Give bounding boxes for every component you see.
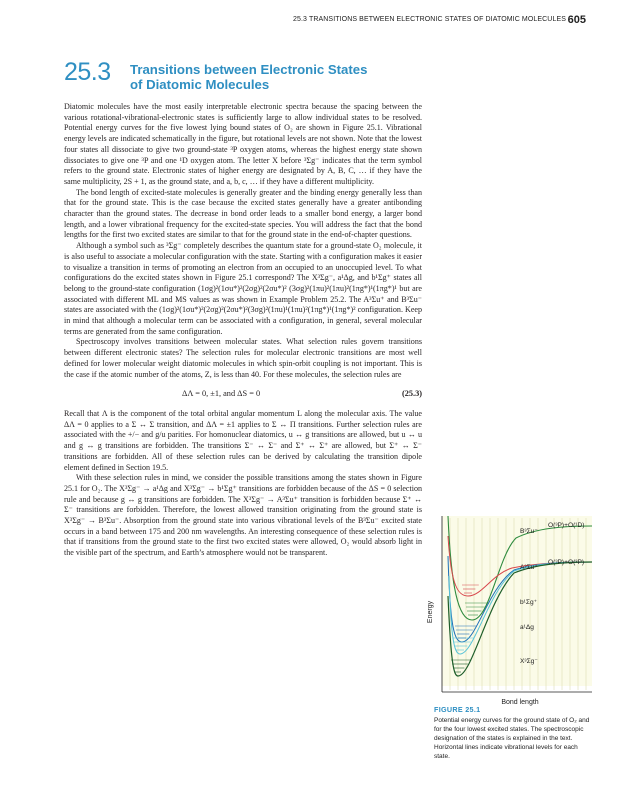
running-header bbox=[0, 14, 626, 30]
label-state-b: b¹Σg⁺ bbox=[520, 599, 538, 606]
section-title bbox=[130, 62, 367, 92]
x-axis-label: Bond length bbox=[501, 699, 539, 706]
label-state-a: a¹Δg bbox=[520, 624, 534, 631]
label-state-B: B³Σu⁻ bbox=[520, 528, 538, 535]
page-number: 605 bbox=[567, 14, 586, 26]
label-asymptote-upper: O(³P)+O(¹D) bbox=[548, 522, 585, 529]
paragraph-bond-length: The bond length of excited-state molecules is generally greater and the binding energy generally less than that for the ground state. This is the case because the excited states generally have a greater antibonding character than the ground states. The decrease in bond order leads to a smaller bond energy, a larger bond length, and a lower vibrational frequency for the excited-state species. You will address the fact that the bond lengths for the first two excited states are similar to that for the ground state in the end-of-chapter questions. bbox=[64, 187, 422, 240]
body-text bbox=[64, 102, 422, 559]
equation-number: (25.3) bbox=[401, 389, 422, 399]
equation-25-3 bbox=[64, 389, 422, 400]
paragraph-recall: Recall that Λ is the component of the total orbital angular momentum L along the molecular axis. The value ΔΛ = 0 applies to a Σ ↔ Σ transition, and ΔΛ = ±1 applies to Σ ↔ Π transitions. Further selection rules are associated with the +/− and g/u parities. For homonuclear diatomics, u ↔ g transitions are allowed, but u ↔ u and g ↔ g transitions are forbidden. The transitions Σ⁻ ↔ Σ⁻ and Σ⁺ ↔ Σ⁺ are allowed, but Σ⁺ ↔ Σ⁻ transitions are forbidden. All of these selection rules can be derived by calculating the transition dipole element defined in Section 19.5. bbox=[64, 408, 422, 472]
paragraph-intro: Diatomic molecules have the most easily interpretable electronic spectra because the spacing between the various rotational-vibrational-electronic states is sufficiently large to allow individual states to be resolved. Potential energy curves for the five lowest lying bound states of O₂ are shown in Figure 25.1. Vibrational energy levels are indicated schematically in the figure, but rotational levels are not shown. Note that the lowest four states all dissociate to give two ground-state ³P oxygen atoms, whereas the highest energy state shown dissociates to give one ³P and one ¹D oxygen atom. The letter X before ³Σg⁻ indicates that the term symbol refers to the ground state. Electronic states of higher energy are designated by A, B, C, … if they have the same multiplicity, 2S + 1, as the ground state, and a, b, c, … if they have a different multiplicity. bbox=[64, 102, 422, 186]
equation-text: ΔΛ = 0, ±1, and ΔS = 0 bbox=[182, 389, 261, 399]
section-title-line2: of Diatomic Molecules bbox=[130, 77, 270, 92]
y-axis-label: Energy bbox=[427, 600, 434, 624]
section-title-line1: Transitions between Electronic States bbox=[130, 62, 368, 77]
figure-caption bbox=[434, 706, 594, 761]
figure-caption-text: Potential energy curves for the ground state of O₂ and for the four lowest excited states. The spectroscopic designation of the states is explained in the text. Horizontal lines indicate vibrational levels for each state. bbox=[434, 716, 590, 760]
figure-caption-title: FIGURE 25.1 bbox=[434, 705, 481, 714]
figure-panel bbox=[442, 516, 592, 686]
section-number: 25.3 bbox=[64, 58, 111, 86]
paragraph-selection-rules: Spectroscopy involves transitions between molecular states. What selection rules govern transitions between different electronic states? The selection rules for molecular electronic transitions are most well defined for lower molecular weight diatomic molecules in which spin-orbit coupling is not important. This is the case if the atomic number of the atoms, Z, is less than 40. For these molecules, the selection rules are bbox=[64, 337, 422, 379]
paragraph-configurations: Although a symbol such as ³Σg⁻ completely describes the quantum state for a ground-state O₂ molecule, it is also useful to associate a molecular configuration with the state. Starting with a configuration makes it easier to visualize a transition in terms of promoting an electron from an occupied to an unoccupied level. To what configurations do the excited states shown in Figure 25.1 correspond? The X³Σg⁻, a¹Δg, and b¹Σg⁺ states all belong to the ground-state configuration (1σg)²(1σu*)²(2σg)²(2σu*)² (3σg)²(1πu)²(1πu)²(1πg*)¹(1πg*)¹ but are associated with different ML and MS values as was shown in Example Problem 25.2. The A³Σu⁺ and B³Σu⁻ states are associated with the (1σg)²(1σu*)²(2σg)²(2σu*)²(3σg)²(1πu)¹(1πu)²(1πg*)¹(1πg*)² configuration. Keep in mind that although a molecular term can be associated with a configuration, in general, several molecular terms are generated from the same configuration. bbox=[64, 241, 422, 336]
label-state-A: A³Σu⁺ bbox=[520, 564, 538, 571]
label-asymptote-lower: O(³P)+O(³P) bbox=[548, 559, 585, 566]
running-head-title: 25.3 TRANSITIONS BETWEEN ELECTRONIC STATES OF DIATOMIC MOLECULES bbox=[293, 16, 566, 23]
paragraph-transitions: With these selection rules in mind, we consider the possible transitions among the states shown in Figure 25.1 for O₂. The X³Σg⁻ → a¹Δg and X³Σg⁻ → b¹Σg⁺ transitions are forbidden because of the ΔS = 0 selection rule and because g ↔ g transitions are forbidden. The X³Σg⁻ → A³Σu⁺ transition is forbidden because Σ⁺ ↔ Σ⁻ transitions are forbidden. Therefore, the lowest allowed transition originating from the ground state is X³Σg⁻ → B³Σu⁻. Absorption from the ground state into various vibrational levels of the B³Σu⁻ excited state occurs in a band between 175 and 200 nm wavelengths. An interesting consequence of these selection rules is that if transitions from the ground state to the first two excited states were allowed, O₂ would absorb light in the visible part of the spectrum, and Earth’s atmosphere would not be transparent. bbox=[64, 473, 422, 558]
label-state-X: X³Σg⁻ bbox=[520, 658, 538, 665]
